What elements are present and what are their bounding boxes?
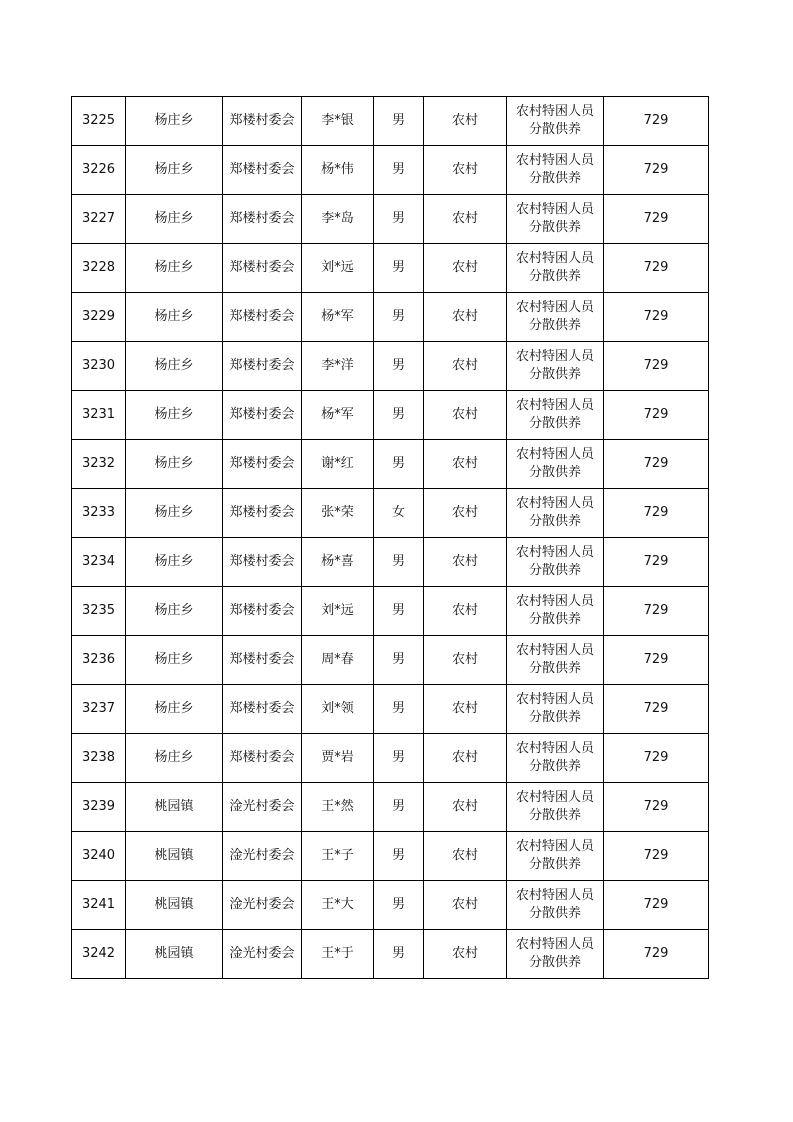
cell-support-category: 农村特困人员分散供养 — [507, 587, 604, 636]
cell-serial-number: 3234 — [72, 538, 126, 587]
cell-amount: 729 — [604, 195, 709, 244]
cell-support-category: 农村特困人员分散供养 — [507, 146, 604, 195]
cell-village-committee: 淦光村委会 — [223, 930, 302, 979]
cell-person-name: 杨*军 — [302, 293, 374, 342]
cell-village-committee: 郑楼村委会 — [223, 636, 302, 685]
table-row — [72, 342, 709, 391]
cell-village-committee: 郑楼村委会 — [223, 440, 302, 489]
cell-gender: 男 — [374, 538, 424, 587]
table-row — [72, 195, 709, 244]
cell-gender: 男 — [374, 391, 424, 440]
cell-gender: 男 — [374, 244, 424, 293]
cell-amount: 729 — [604, 244, 709, 293]
cell-person-name: 张*荣 — [302, 489, 374, 538]
cell-person-name: 杨*喜 — [302, 538, 374, 587]
cell-village-committee: 淦光村委会 — [223, 783, 302, 832]
cell-serial-number: 3229 — [72, 293, 126, 342]
cell-serial-number: 3228 — [72, 244, 126, 293]
cell-support-category: 农村特困人员分散供养 — [507, 195, 604, 244]
cell-gender: 男 — [374, 783, 424, 832]
cell-gender: 男 — [374, 97, 424, 146]
cell-township: 杨庄乡 — [126, 195, 223, 244]
cell-support-category: 农村特困人员分散供养 — [507, 293, 604, 342]
cell-support-category: 农村特困人员分散供养 — [507, 342, 604, 391]
cell-person-name: 李*岛 — [302, 195, 374, 244]
cell-township: 桃园镇 — [126, 832, 223, 881]
cell-serial-number: 3226 — [72, 146, 126, 195]
cell-gender: 男 — [374, 146, 424, 195]
cell-gender: 女 — [374, 489, 424, 538]
table-row — [72, 97, 709, 146]
cell-village-committee: 郑楼村委会 — [223, 734, 302, 783]
table-row — [72, 636, 709, 685]
cell-area-type: 农村 — [424, 930, 507, 979]
cell-support-category: 农村特困人员分散供养 — [507, 440, 604, 489]
cell-township: 杨庄乡 — [126, 97, 223, 146]
cell-township: 杨庄乡 — [126, 244, 223, 293]
cell-area-type: 农村 — [424, 636, 507, 685]
cell-township: 杨庄乡 — [126, 391, 223, 440]
cell-person-name: 周*春 — [302, 636, 374, 685]
cell-amount: 729 — [604, 734, 709, 783]
cell-village-committee: 郑楼村委会 — [223, 538, 302, 587]
cell-serial-number: 3233 — [72, 489, 126, 538]
cell-person-name: 杨*军 — [302, 391, 374, 440]
cell-support-category: 农村特困人员分散供养 — [507, 636, 604, 685]
table-body — [72, 97, 709, 979]
cell-amount: 729 — [604, 685, 709, 734]
cell-person-name: 李*银 — [302, 97, 374, 146]
cell-amount: 729 — [604, 146, 709, 195]
cell-serial-number: 3240 — [72, 832, 126, 881]
cell-amount: 729 — [604, 97, 709, 146]
cell-serial-number: 3225 — [72, 97, 126, 146]
cell-person-name: 谢*红 — [302, 440, 374, 489]
table-row — [72, 881, 709, 930]
cell-amount: 729 — [604, 881, 709, 930]
cell-area-type: 农村 — [424, 195, 507, 244]
cell-person-name: 刘*远 — [302, 244, 374, 293]
cell-person-name: 王*于 — [302, 930, 374, 979]
table-row — [72, 146, 709, 195]
cell-serial-number: 3227 — [72, 195, 126, 244]
cell-support-category: 农村特困人员分散供养 — [507, 832, 604, 881]
table-row — [72, 538, 709, 587]
cell-amount: 729 — [604, 538, 709, 587]
cell-area-type: 农村 — [424, 538, 507, 587]
cell-serial-number: 3237 — [72, 685, 126, 734]
cell-village-committee: 郑楼村委会 — [223, 587, 302, 636]
cell-support-category: 农村特困人员分散供养 — [507, 881, 604, 930]
cell-support-category: 农村特困人员分散供养 — [507, 97, 604, 146]
cell-amount: 729 — [604, 930, 709, 979]
beneficiary-table — [71, 96, 709, 979]
cell-township: 杨庄乡 — [126, 734, 223, 783]
cell-serial-number: 3236 — [72, 636, 126, 685]
cell-person-name: 刘*领 — [302, 685, 374, 734]
cell-area-type: 农村 — [424, 685, 507, 734]
cell-area-type: 农村 — [424, 440, 507, 489]
cell-person-name: 王*大 — [302, 881, 374, 930]
cell-support-category: 农村特困人员分散供养 — [507, 783, 604, 832]
cell-gender: 男 — [374, 930, 424, 979]
cell-amount: 729 — [604, 636, 709, 685]
cell-village-committee: 郑楼村委会 — [223, 293, 302, 342]
cell-person-name: 杨*伟 — [302, 146, 374, 195]
cell-gender: 男 — [374, 734, 424, 783]
table-row — [72, 734, 709, 783]
cell-support-category: 农村特困人员分散供养 — [507, 734, 604, 783]
cell-village-committee: 郑楼村委会 — [223, 195, 302, 244]
cell-person-name: 王*然 — [302, 783, 374, 832]
cell-area-type: 农村 — [424, 734, 507, 783]
cell-serial-number: 3239 — [72, 783, 126, 832]
cell-area-type: 农村 — [424, 391, 507, 440]
cell-township: 桃园镇 — [126, 783, 223, 832]
table-row — [72, 587, 709, 636]
cell-gender: 男 — [374, 636, 424, 685]
cell-support-category: 农村特困人员分散供养 — [507, 538, 604, 587]
cell-township: 杨庄乡 — [126, 489, 223, 538]
cell-township: 桃园镇 — [126, 881, 223, 930]
cell-gender: 男 — [374, 832, 424, 881]
cell-serial-number: 3235 — [72, 587, 126, 636]
cell-area-type: 农村 — [424, 489, 507, 538]
table-row — [72, 685, 709, 734]
cell-village-committee: 郑楼村委会 — [223, 146, 302, 195]
table-row — [72, 832, 709, 881]
cell-area-type: 农村 — [424, 783, 507, 832]
table-row — [72, 930, 709, 979]
cell-township: 杨庄乡 — [126, 342, 223, 391]
cell-support-category: 农村特困人员分散供养 — [507, 391, 604, 440]
cell-gender: 男 — [374, 881, 424, 930]
cell-township: 桃园镇 — [126, 930, 223, 979]
cell-township: 杨庄乡 — [126, 293, 223, 342]
cell-village-committee: 淦光村委会 — [223, 881, 302, 930]
cell-amount: 729 — [604, 440, 709, 489]
cell-village-committee: 郑楼村委会 — [223, 489, 302, 538]
cell-village-committee: 淦光村委会 — [223, 832, 302, 881]
cell-support-category: 农村特困人员分散供养 — [507, 244, 604, 293]
cell-serial-number: 3241 — [72, 881, 126, 930]
cell-village-committee: 郑楼村委会 — [223, 685, 302, 734]
cell-amount: 729 — [604, 293, 709, 342]
table-row — [72, 244, 709, 293]
cell-village-committee: 郑楼村委会 — [223, 97, 302, 146]
cell-serial-number: 3238 — [72, 734, 126, 783]
cell-amount: 729 — [604, 783, 709, 832]
cell-gender: 男 — [374, 293, 424, 342]
cell-gender: 男 — [374, 195, 424, 244]
cell-township: 杨庄乡 — [126, 685, 223, 734]
cell-township: 杨庄乡 — [126, 440, 223, 489]
cell-gender: 男 — [374, 440, 424, 489]
cell-township: 杨庄乡 — [126, 538, 223, 587]
cell-serial-number: 3230 — [72, 342, 126, 391]
cell-area-type: 农村 — [424, 244, 507, 293]
cell-serial-number: 3232 — [72, 440, 126, 489]
cell-area-type: 农村 — [424, 342, 507, 391]
cell-gender: 男 — [374, 587, 424, 636]
cell-area-type: 农村 — [424, 97, 507, 146]
cell-area-type: 农村 — [424, 881, 507, 930]
cell-village-committee: 郑楼村委会 — [223, 391, 302, 440]
cell-village-committee: 郑楼村委会 — [223, 244, 302, 293]
table-row — [72, 489, 709, 538]
cell-village-committee: 郑楼村委会 — [223, 342, 302, 391]
cell-support-category: 农村特困人员分散供养 — [507, 930, 604, 979]
cell-area-type: 农村 — [424, 587, 507, 636]
cell-amount: 729 — [604, 832, 709, 881]
cell-township: 杨庄乡 — [126, 587, 223, 636]
table-row — [72, 293, 709, 342]
table-row — [72, 440, 709, 489]
cell-serial-number: 3242 — [72, 930, 126, 979]
cell-township: 杨庄乡 — [126, 636, 223, 685]
cell-person-name: 刘*远 — [302, 587, 374, 636]
cell-area-type: 农村 — [424, 293, 507, 342]
cell-amount: 729 — [604, 489, 709, 538]
cell-amount: 729 — [604, 391, 709, 440]
cell-person-name: 李*洋 — [302, 342, 374, 391]
table-row — [72, 783, 709, 832]
cell-area-type: 农村 — [424, 146, 507, 195]
cell-gender: 男 — [374, 342, 424, 391]
cell-support-category: 农村特困人员分散供养 — [507, 489, 604, 538]
cell-person-name: 贾*岩 — [302, 734, 374, 783]
cell-serial-number: 3231 — [72, 391, 126, 440]
table-row — [72, 391, 709, 440]
cell-amount: 729 — [604, 587, 709, 636]
cell-area-type: 农村 — [424, 832, 507, 881]
cell-person-name: 王*子 — [302, 832, 374, 881]
cell-township: 杨庄乡 — [126, 146, 223, 195]
cell-gender: 男 — [374, 685, 424, 734]
cell-amount: 729 — [604, 342, 709, 391]
cell-support-category: 农村特困人员分散供养 — [507, 685, 604, 734]
